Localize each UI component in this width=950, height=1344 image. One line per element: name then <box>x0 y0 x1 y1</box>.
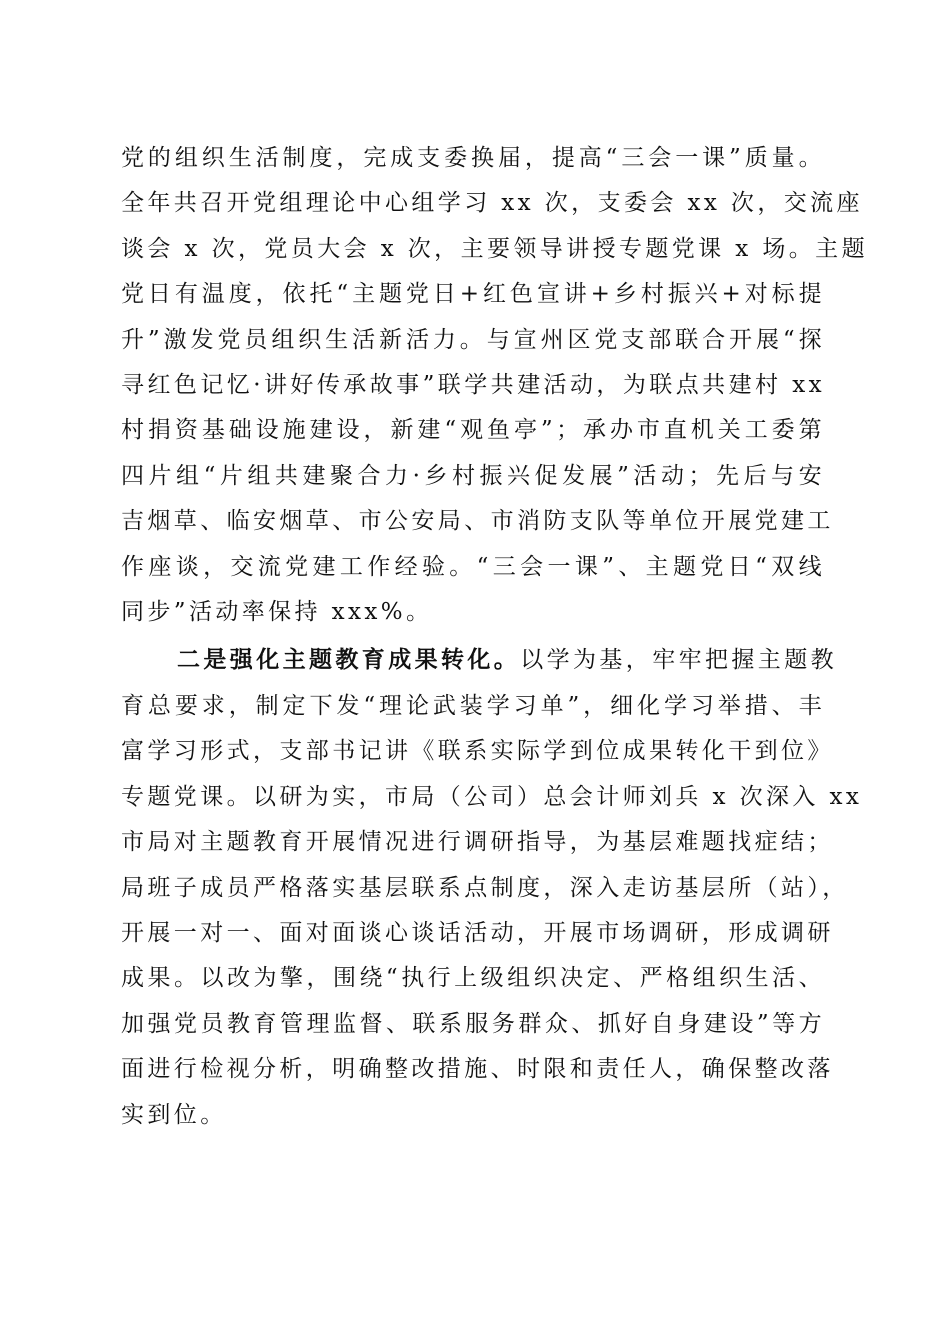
text-line: 党日有温度，依托“主题党日+红色宣讲+乡村振兴+对标提 <box>121 281 825 308</box>
text-line: 全年共召开党组理论中心组学习 xx 次，支委会 xx 次，交流座 <box>121 190 863 217</box>
text-line: 党的组织生活制度，完成支委换届，提高“三会一课”质量。 <box>121 145 825 171</box>
text-line: 升”激发党员组织生活新活力。与宣州区党支部联合开展“探 <box>121 326 825 353</box>
text-line: 作座谈，交流党建工作经验。“三会一课”、主题党日“双线 <box>121 553 825 580</box>
text-segment: 以学为基，牢牢把握主题教 <box>520 647 838 674</box>
paragraph-party-life <box>121 136 868 635</box>
document-page <box>121 136 868 1138</box>
text-line: 谈会 x 次，党员大会 x 次，主要领导讲授专题党课 x 场。主题 <box>121 235 868 262</box>
paragraph-lead-heading: 二是强化主题教育成果转化。 <box>177 646 521 674</box>
text-line: 专题党课。以研为实，市局（公司）总会计师刘兵 x 次深入 xx <box>121 783 863 810</box>
text-line: 开展一对一、面对面谈心谈话活动，开展市场调研，形成调研 <box>121 919 834 946</box>
text-line: 同步”活动率保持 xxx%。 <box>121 599 433 626</box>
paragraph-theme-education <box>121 637 863 1137</box>
text-line: 市局对主题教育开展情况进行调研指导，为基层难题找症结； <box>121 829 834 856</box>
text-line: 加强党员教育管理监督、联系服务群众、抓好自身建设”等方 <box>121 1010 825 1037</box>
text-line: 实到位。 <box>121 1101 227 1128</box>
text-line: 局班子成员严格落实基层联系点制度，深入走访基层所（站）， <box>121 874 849 901</box>
text-line-first <box>121 637 838 683</box>
text-line: 村捐资基础设施建设，新建“观鱼亭”；承办市直机关工委第 <box>121 417 825 444</box>
text-line: 富学习形式，支部书记讲《联系实际学到位成果转化干到位》 <box>121 738 834 765</box>
text-line: 育总要求，制定下发“理论武装学习单”，细化学习举措、丰 <box>121 692 825 719</box>
text-line: 寻红色记忆·讲好传承故事”联学共建活动，为联点共建村 xx <box>121 372 825 399</box>
text-line: 吉烟草、临安烟草、市公安局、市消防支队等单位开展党建工 <box>121 508 834 535</box>
text-line: 四片组“片组共建聚合力·乡村振兴促发展”活动；先后与安 <box>121 462 825 489</box>
text-line: 成果。以改为擎，围绕“执行上级组织决定、严格组织生活、 <box>121 965 825 992</box>
text-line: 面进行检视分析，明确整改措施、时限和责任人，确保整改落 <box>121 1056 834 1083</box>
